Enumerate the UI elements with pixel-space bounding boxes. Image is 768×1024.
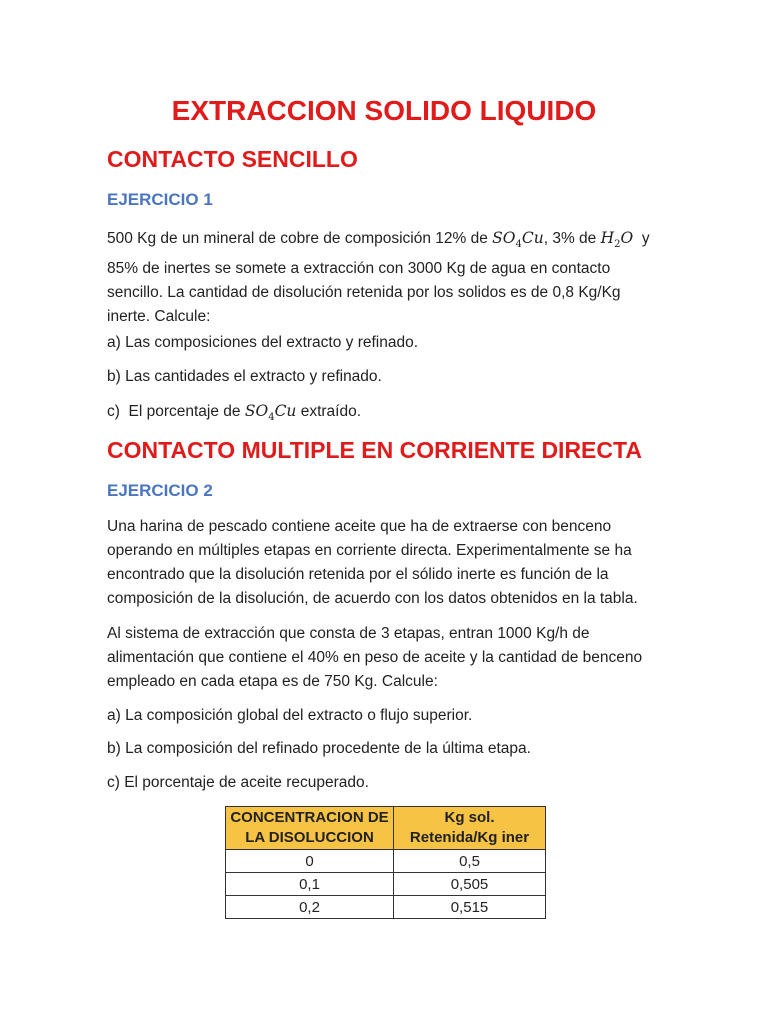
table-row — [226, 873, 546, 896]
retention-data-table — [225, 806, 546, 919]
exercise-2-statement — [107, 515, 667, 611]
table-header-retained-solution: Kg sol. Retenida/Kg iner — [394, 807, 546, 850]
table-header-concentration: CONCENTRACION DE LA DISOLUCCION — [226, 807, 394, 850]
exercise-1-item-c: c) El porcentaje de $SO_4Cu$ extraído. — [107, 402, 362, 424]
document-title: EXTRACCION SOLIDO LIQUIDO — [171, 95, 597, 126]
exercise-2-item-a: a) La composición global del extracto o flujo superior. — [107, 707, 473, 724]
conditions-line-2: alimentación que contiene el 40% en peso de aceite y la cantidad de benceno — [107, 649, 643, 666]
formula-h2o: $H_2O$ — [600, 229, 634, 251]
formula-so4cu: $SO_4Cu$ — [244, 402, 297, 424]
table-cell: 0,505 — [394, 873, 546, 896]
exercise-2-conditions — [107, 622, 667, 694]
table-cell: 0 — [226, 850, 394, 873]
table-header-row — [226, 807, 546, 850]
formula-so4cu: $SO_4Cu$ — [492, 229, 544, 251]
section-heading-contacto-multiple: CONTACTO MULTIPLE EN CORRIENTE DIRECTA — [107, 437, 642, 463]
table-row — [226, 896, 546, 919]
statement-line-1: 500 Kg de un mineral de cobre de composición 12% de $SO_4Cu$, 3% de $H_2O$ y — [107, 229, 650, 251]
conditions-line-1: Al sistema de extracción que consta de 3 etapas, entran 1000 Kg/h de — [107, 625, 590, 642]
exercise-label-1: EJERCICIO 1 — [107, 190, 213, 209]
statement-line-4: composición de la disolución, de acuerdo con los datos obtenidos en la tabla. — [107, 590, 638, 607]
table-cell: 0,1 — [226, 873, 394, 896]
table-cell: 0,2 — [226, 896, 394, 919]
statement-line-2: 85% de inertes se somete a extracción con 3000 Kg de agua en contacto — [107, 260, 611, 278]
conditions-line-3: empleado en cada etapa es de 750 Kg. Calcule: — [107, 673, 438, 690]
exercise-1-item-b: b) Las cantidades el extracto y refinado. — [107, 368, 382, 385]
statement-line-3: encontrado que la disolución retenida por el sólido inerte es función de la — [107, 566, 609, 583]
table-cell: 0,5 — [394, 850, 546, 873]
statement-line-2: operando en múltiples etapas en corriente directa. Experimentalmente se ha — [107, 542, 632, 559]
table-row — [226, 850, 546, 873]
statement-line-4: inerte. Calcule: — [107, 308, 211, 326]
table-cell: 0,515 — [394, 896, 546, 919]
statement-line-3: sencillo. La cantidad de disolución retenida por los solidos es de 0,8 Kg/Kg — [107, 284, 621, 302]
exercise-label-2: EJERCICIO 2 — [107, 481, 213, 500]
exercise-2-item-b: b) La composición del refinado procedente de la última etapa. — [107, 740, 531, 757]
exercise-1-item-a: a) Las composiciones del extracto y refinado. — [107, 334, 419, 351]
exercise-2-item-c: c) El porcentaje de aceite recuperado. — [107, 774, 369, 791]
statement-line-1: Una harina de pescado contiene aceite que ha de extraerse con benceno — [107, 518, 612, 535]
exercise-1-statement — [107, 226, 667, 329]
section-heading-contacto-sencillo: CONTACTO SENCILLO — [107, 146, 358, 172]
